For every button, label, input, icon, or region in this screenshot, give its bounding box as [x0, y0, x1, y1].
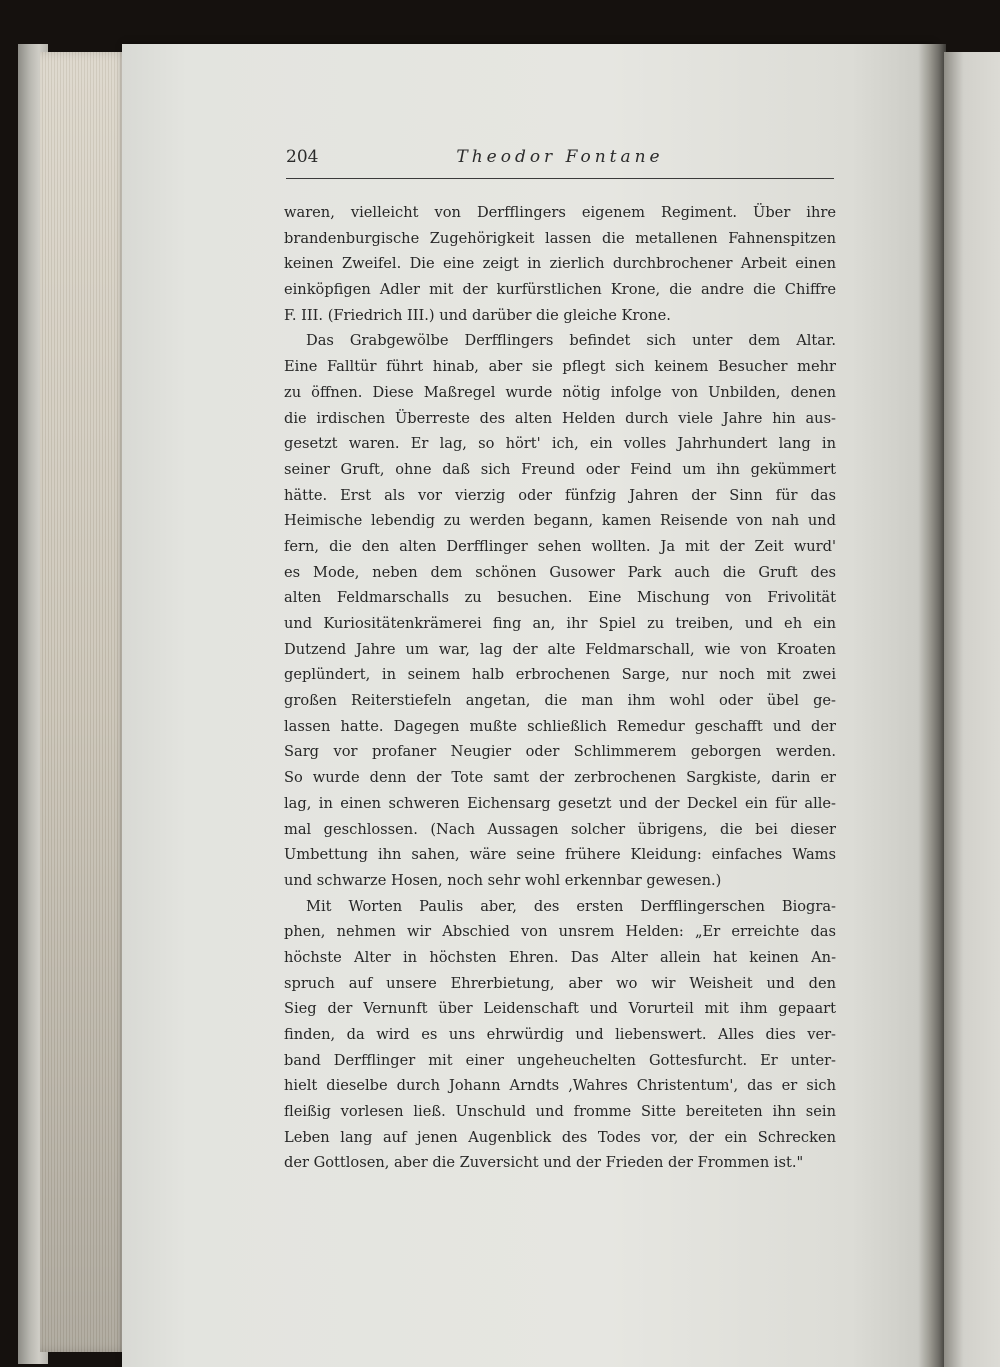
page-header: [286, 142, 834, 179]
text-line: hätte. Erst als vor vierzig oder fünfzig Jahren der Sinn für das: [284, 486, 836, 504]
text-line: Heimische lebendig zu werden begann, kamen Reisende von nah und: [284, 512, 836, 530]
book-gutter: [918, 44, 946, 1367]
text-line: Umbettung ihn sahen, wäre seine frühere Kleidung: einfaches Wams: [284, 846, 836, 864]
text-line: phen, nehmen wir Abschied von unsrem Helden: „Er erreichte das: [284, 923, 836, 941]
text-line: hielt dieselbe durch Johann Arndts ‚Wahres Christentum', das er sich: [284, 1077, 836, 1095]
text-line: brandenburgische Zugehörigkeit lassen die metallenen Fahnenspitzen: [284, 229, 836, 247]
text-line: F. III. (Friedrich III.) und darüber die gleiche Krone.: [284, 306, 671, 324]
text-line: Sieg der Vernunft über Leidenschaft und Vorurteil mit ihm gepaart: [284, 1000, 836, 1018]
text-line: und Kuriositätenkrämerei fing an, ihr Spiel zu treiben, und eh ein: [284, 615, 836, 632]
text-line: Mit Worten Paulis aber, des ersten Derfflingerschen Biogra-: [306, 897, 836, 915]
text-line: zu öffnen. Diese Maßregel wurde nötig infolge von Unbilden, denen: [284, 383, 836, 401]
text-line: waren, vielleicht von Derfflingers eigenem Regiment. Über ihre: [284, 204, 836, 221]
text-line: die irdischen Überreste des alten Helden durch viele Jahre hin aus-: [284, 409, 836, 427]
text-line: So wurde denn der Tote samt der zerbrochenen Sargkiste, darin er: [284, 769, 836, 787]
text-line: fleißig vorlesen ließ. Unschuld und fromme Sitte bereiteten ihn sein: [284, 1103, 836, 1121]
body-text: [284, 200, 836, 1176]
text-line: der Gottlosen, aber die Zuversicht und der Frieden der Frommen ist.": [284, 1154, 804, 1172]
text-line: alten Feldmarschalls zu besuchen. Eine Mischung von Frivolität: [284, 589, 836, 607]
page-number: 204: [286, 147, 319, 167]
text-line: großen Reiterstiefeln angetan, die man ihm wohl oder übel ge-: [284, 692, 836, 710]
text-line: keinen Zweifel. Die eine zeigt in zierlich durchbrochener Arbeit einen: [284, 255, 836, 273]
text-line: höchste Alter in höchsten Ehren. Das Alter allein hat keinen An-: [284, 948, 836, 966]
text-line: Dutzend Jahre um war, lag der alte Feldmarschall, wie von Kroaten: [284, 640, 836, 658]
text-line: und schwarze Hosen, noch sehr wohl erkennbar gewesen.): [284, 871, 722, 889]
text-line: Sarg vor profaner Neugier oder Schlimmerem geborgen werden.: [284, 743, 836, 761]
page-stack-shade: [40, 52, 130, 1352]
text-line: fern, die den alten Derfflinger sehen wollten. Ja mit der Zeit wurd': [284, 537, 836, 555]
text-line: spruch auf unsere Ehrerbietung, aber wo wir Weisheit und den: [284, 974, 836, 992]
text-line: es Mode, neben dem schönen Gusower Park auch die Gruft des: [284, 563, 836, 581]
text-line: band Derfflinger mit einer ungeheuchelten Gottesfurcht. Er unter-: [284, 1051, 836, 1069]
text-line: finden, da wird es uns ehrwürdig und liebenswert. Alles dies ver-: [284, 1026, 836, 1043]
text-line: Leben lang auf jenen Augenblick des Todes vor, der ein Schrecken: [284, 1128, 836, 1146]
text-line: Das Grabgewölbe Derfflingers befindet sich unter dem Altar.: [306, 332, 836, 350]
text-line: lassen hatte. Dagegen mußte schließlich Remedur geschafft und der: [284, 717, 836, 735]
text-line: lag, in einen schweren Eichensarg gesetzt und der Deckel ein für alle-: [284, 794, 836, 812]
text-line: mal geschlossen. (Nach Aussagen solcher übrigens, die bei dieser: [284, 820, 836, 838]
text-line: geplündert, in seinem halb erbrochenen Sarge, nur noch mit zwei: [284, 666, 836, 684]
text-line: gesetzt waren. Er lag, so hört' ich, ein volles Jahrhundert lang in: [284, 435, 836, 453]
text-line: Eine Falltür führt hinab, aber sie pflegt sich keinem Besucher mehr: [284, 358, 836, 376]
text-line: seiner Gruft, ohne daß sich Freund oder Feind um ihn gekümmert: [284, 460, 836, 478]
text-line: einköpfigen Adler mit der kurfürstlichen Krone, die andre die Chiffre: [284, 281, 836, 299]
facing-page-edge: [944, 52, 1000, 1367]
running-head: Theodor Fontane: [456, 147, 664, 167]
